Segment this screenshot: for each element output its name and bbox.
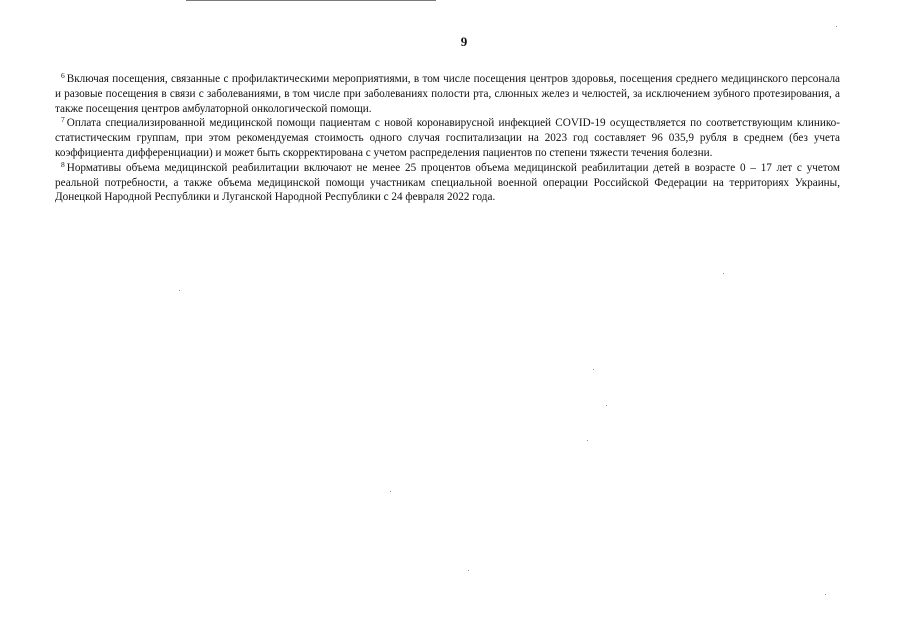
scan-speck [606, 405, 607, 406]
footnote-text: Включая посещения, связанные с профилактическими мероприятиями, в том числе посещения центров здоровья, посещения среднего медицинского персонала и разовые посещения в связи с заболеваниями, в том числе при заболеваниях полости рта, слюнных желез и челюстей, за исключением зубного протезирования, а также посещения центров амбулаторной онкологической помощи. [55, 73, 840, 115]
page-number: 9 [460, 34, 468, 49]
top-rule [186, 0, 436, 1]
scan-speck [390, 491, 391, 492]
footnote-text: Оплата специализированной медицинской помощи пациентам с новой коронавирусной инфекцией COVID-19 осуществляется по соответствующим клинико-статистическим группам, при этом рекомендуемая стоимость одного случая госпитализации на 2023 год составляет 96 035,9 рубля в среднем (без учета коэффициента дифференциации) и может быть скорректирована с учетом распределения пациентов по степени тяжести течения болезни. [55, 117, 840, 159]
footnote-6 [55, 72, 840, 116]
footnote-marker: 7 [61, 115, 65, 125]
scan-speck [179, 290, 180, 291]
footnote-8 [55, 161, 840, 205]
scan-speck [723, 273, 724, 274]
scan-speck [836, 26, 837, 27]
scan-speck [593, 369, 594, 370]
footnote-7 [55, 116, 840, 160]
footnotes [55, 72, 840, 205]
scan-speck [587, 440, 588, 441]
scan-speck [825, 594, 826, 595]
scan-speck [468, 570, 469, 571]
footnote-marker: 6 [61, 71, 65, 80]
footnote-marker: 8 [61, 159, 65, 169]
footnote-text: Нормативы объема медицинской реабилитации включают не менее 25 процентов объема медицинской реабилитации детей в возрасте 0 – 17 лет с учетом реальной потребности, а также объема медицинской помощи участникам специальной военной операции Российской Федерации на территориях Украины, Донецкой Народной Республики и Луганской Народной Республики с 24 февраля 2022 года. [55, 161, 840, 204]
